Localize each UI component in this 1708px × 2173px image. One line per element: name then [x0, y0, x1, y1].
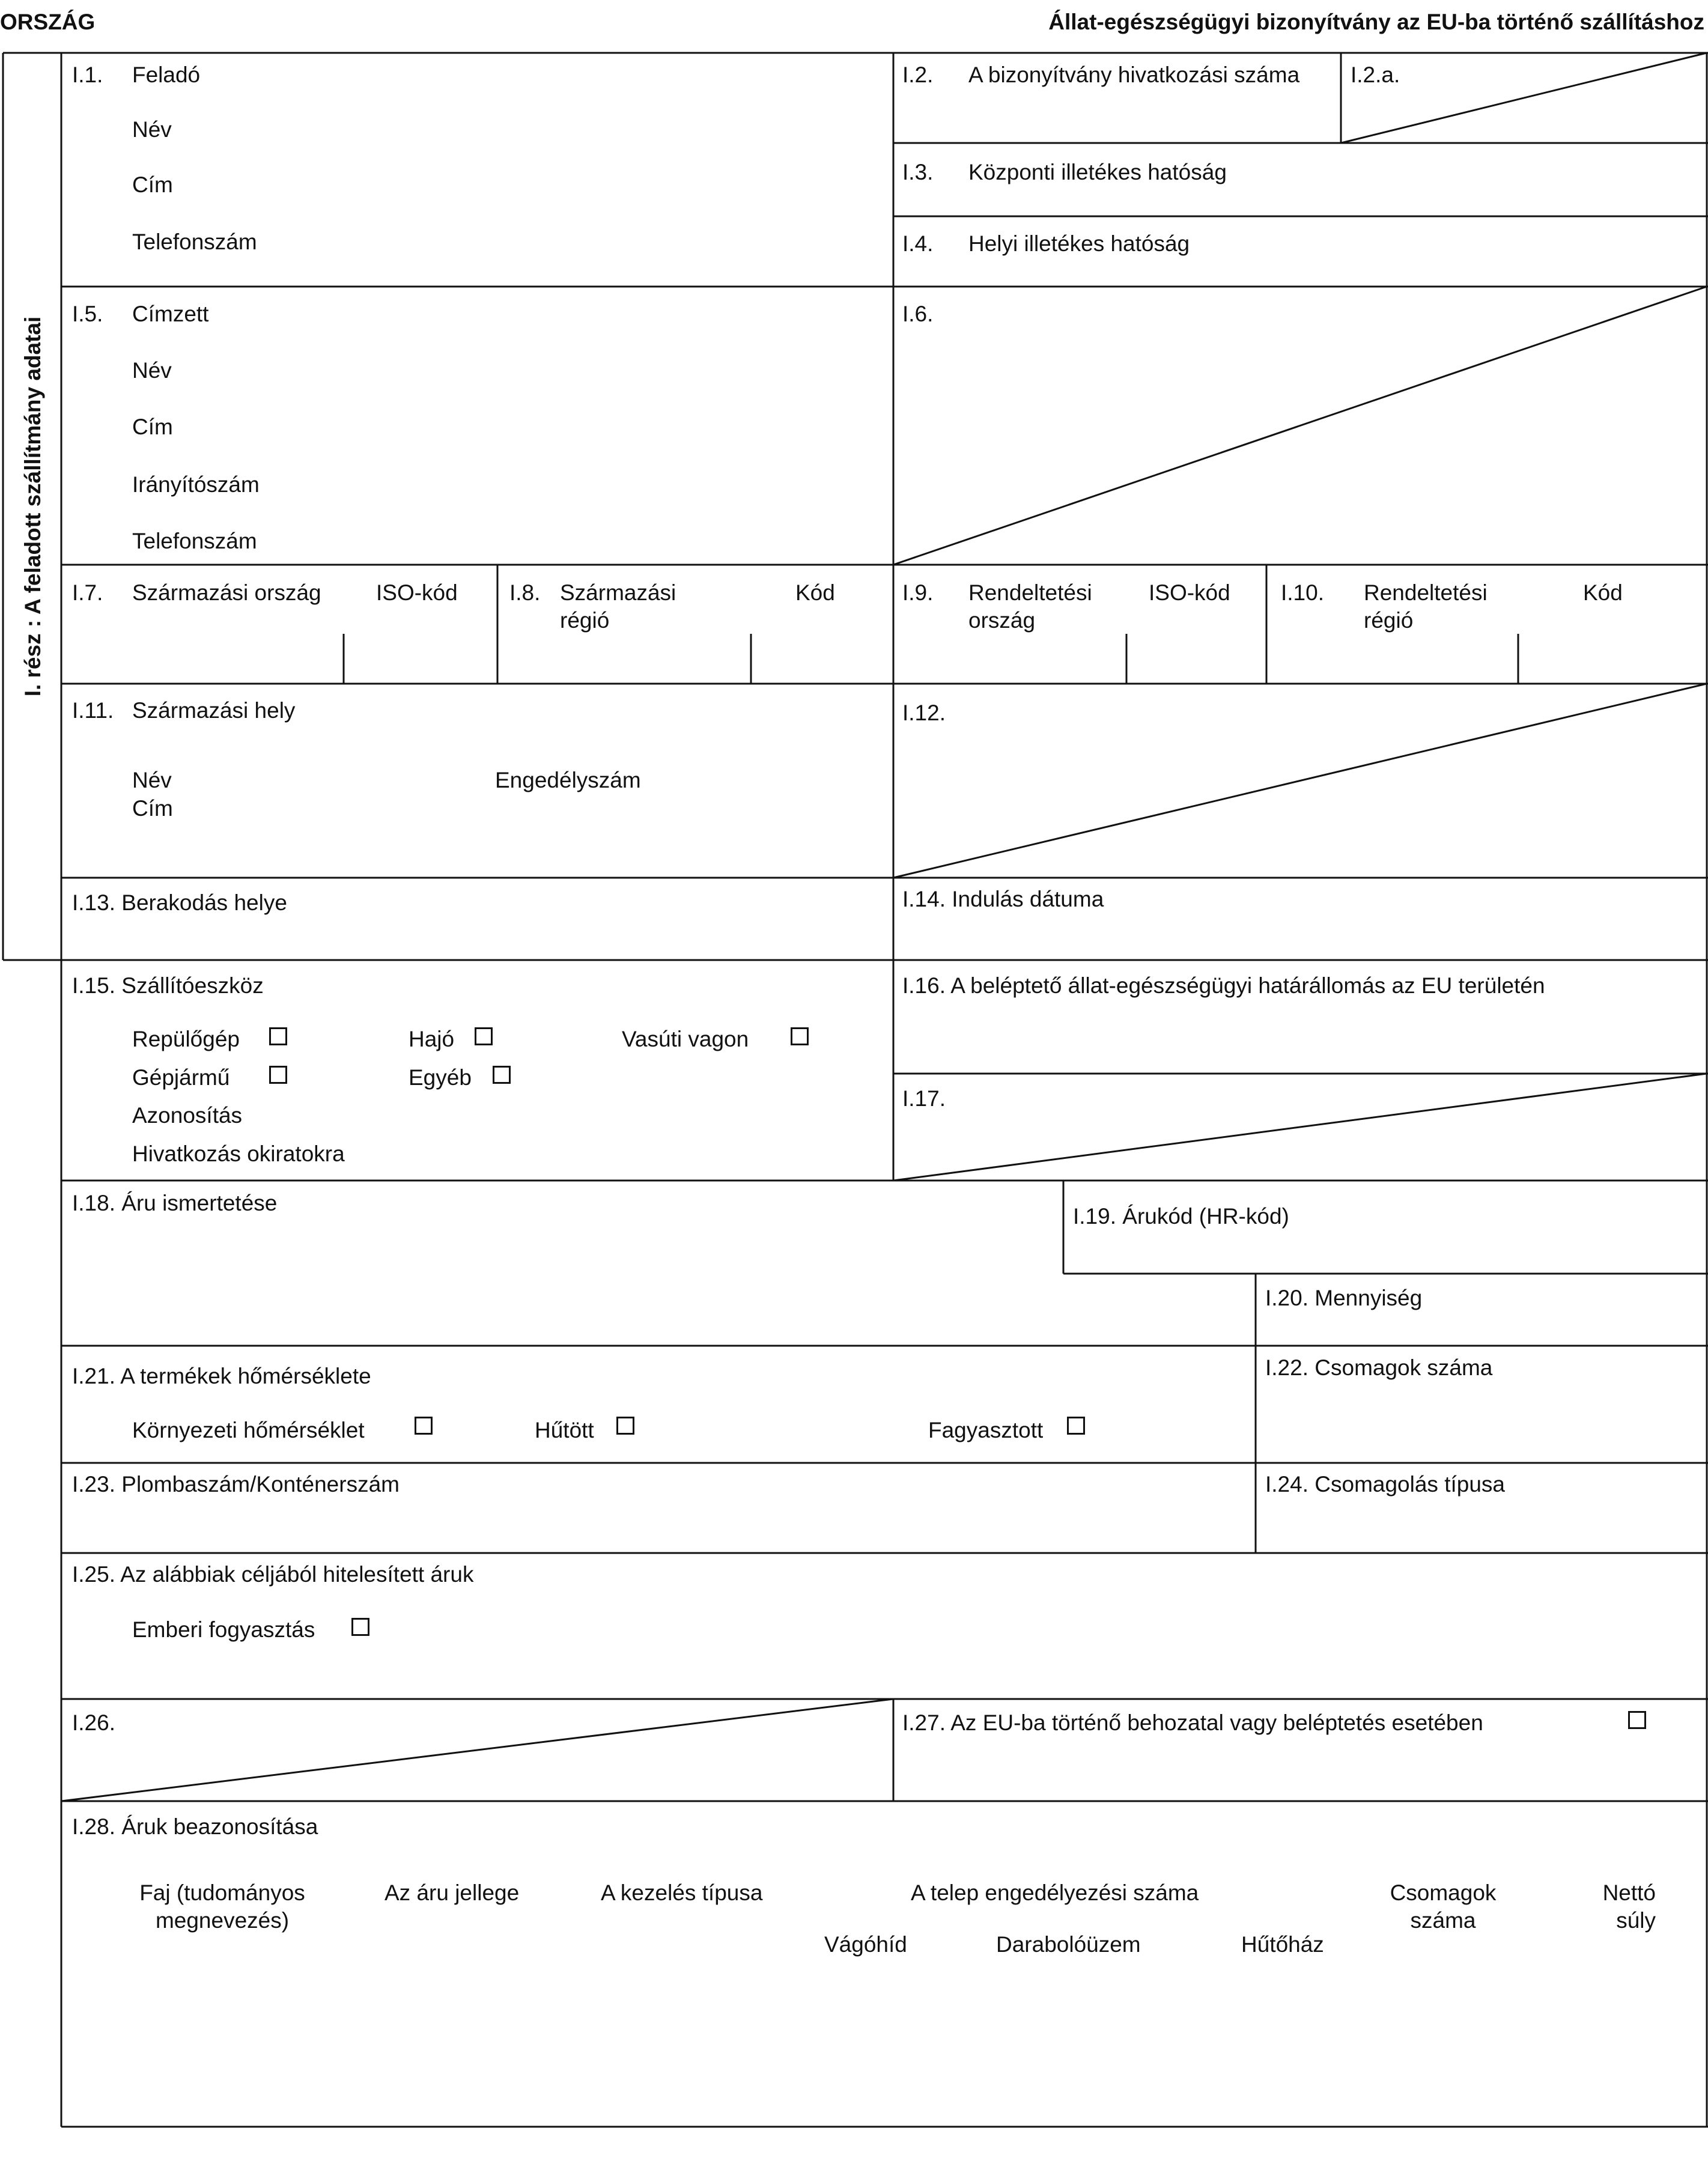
i5-phone-label: Telefonszám: [132, 529, 257, 553]
i10-title: Rendeltetési régió: [1364, 580, 1488, 633]
i23-label: I.23. Plombaszám/Konténerszám: [72, 1472, 400, 1497]
i27-label: I.27. Az EU-ba történő behozatal vagy beléptetés esetében: [902, 1710, 1483, 1735]
i21-chilled-label: Hűtött: [535, 1418, 594, 1442]
i11-address-label: Cím: [132, 796, 173, 821]
i25-human-label: Emberi fogyasztás: [132, 1617, 315, 1642]
i15-airplane-label: Repülőgép: [132, 1027, 240, 1051]
i28-label: I.28. Áruk beazonosítása: [72, 1814, 318, 1839]
i28-net-weight-header: Nettó súly: [1602, 1880, 1656, 1933]
i18-label: I.18. Áru ismertetése: [72, 1191, 278, 1215]
i4-number: I.4.: [902, 231, 934, 256]
i9-code-label: ISO-kód: [1149, 580, 1230, 605]
ship-checkbox[interactable]: [475, 1027, 493, 1045]
i16-label: I.16. A beléptető állat-egészségügyi határállomás az EU területén: [902, 973, 1545, 998]
i10-number: I.10.: [1281, 580, 1324, 605]
i28-treatment-header: A kezelés típusa: [601, 1880, 763, 1905]
i5-address-label: Cím: [132, 415, 173, 439]
i15-label: I.15. Szállítóeszköz: [72, 973, 264, 998]
ambient-checkbox[interactable]: [415, 1417, 433, 1435]
i2-title: A bizonyítvány hivatkozási száma: [968, 62, 1300, 87]
i15-other-label: Egyéb: [409, 1065, 472, 1090]
i1-address-label: Cím: [132, 172, 173, 197]
human-consumption-checkbox[interactable]: [351, 1618, 369, 1636]
i24-label: I.24. Csomagolás típusa: [1265, 1472, 1505, 1497]
i15-rail-label: Vasúti vagon: [622, 1027, 749, 1051]
i5-postcode-label: Irányítószám: [132, 472, 260, 497]
i7-number: I.7.: [72, 580, 103, 605]
i28-cutting-plant-header: Darabolóüzem: [996, 1932, 1141, 1957]
airplane-checkbox[interactable]: [269, 1027, 287, 1045]
i21-ambient-label: Környezeti hőmérséklet: [132, 1418, 365, 1442]
rail-wagon-checkbox[interactable]: [791, 1027, 809, 1045]
i15-vehicle-label: Gépjármű: [132, 1065, 230, 1090]
i28-nature-header: Az áru jellege: [384, 1880, 520, 1905]
i28-packages-header: Csomagok száma: [1390, 1880, 1497, 1933]
i11-title: Származási hely: [132, 698, 296, 723]
i28-species-header: Faj (tudományos megnevezés): [139, 1880, 305, 1933]
i3-number: I.3.: [902, 160, 934, 184]
i5-name-label: Név: [132, 358, 172, 383]
i11-number: I.11.: [72, 698, 114, 723]
road-vehicle-checkbox[interactable]: [269, 1066, 287, 1084]
i7-code-label: ISO-kód: [376, 580, 458, 605]
i14-label: I.14. Indulás dátuma: [902, 887, 1104, 911]
i3-title: Központi illetékes hatóság: [968, 160, 1227, 184]
i25-label: I.25. Az alábbiak céljából hitelesített áruk: [72, 1562, 474, 1587]
i1-number: I.1.: [72, 62, 103, 87]
i15-identification-label: Azonosítás: [132, 1103, 243, 1128]
other-transport-checkbox[interactable]: [493, 1066, 511, 1084]
i5-title: Címzett: [132, 302, 209, 326]
i6-number: I.6.: [902, 302, 934, 326]
i19-label: I.19. Árukód (HR-kód): [1073, 1204, 1289, 1229]
frozen-checkbox[interactable]: [1067, 1417, 1085, 1435]
i21-label: I.21. A termékek hőmérséklete: [72, 1364, 371, 1388]
i9-title: Rendeltetési ország: [968, 580, 1092, 633]
i11-name-label: Név: [132, 768, 172, 792]
i2-number: I.2.: [902, 62, 934, 87]
import-admission-checkbox[interactable]: [1628, 1711, 1646, 1729]
i7-title: Származási ország: [132, 580, 321, 605]
i5-number: I.5.: [72, 302, 103, 326]
i4-title: Helyi illetékes hatóság: [968, 231, 1190, 256]
i17-label: I.17.: [902, 1086, 946, 1111]
i20-label: I.20. Mennyiség: [1265, 1286, 1423, 1310]
i8-code-label: Kód: [795, 580, 835, 605]
i28-establishment-header: A telep engedélyezési száma: [911, 1880, 1199, 1905]
i22-label: I.22. Csomagok száma: [1265, 1355, 1493, 1380]
i8-title: Származási régió: [560, 580, 676, 633]
i9-number: I.9.: [902, 580, 934, 605]
i2a-number: I.2.a.: [1351, 62, 1400, 87]
i28-cold-store-header: Hűtőház: [1241, 1932, 1324, 1957]
i11-approval-label: Engedélyszám: [495, 768, 641, 792]
i12-number: I.12.: [902, 701, 946, 725]
i13-label: I.13. Berakodás helye: [72, 890, 287, 915]
i26-label: I.26.: [72, 1710, 115, 1735]
i1-title: Feladó: [132, 62, 201, 87]
i15-ship-label: Hajó: [409, 1027, 455, 1051]
i8-number: I.8.: [509, 580, 541, 605]
i28-slaughterhouse-header: Vágóhíd: [824, 1932, 907, 1957]
section-side-label: I. rész : A feladott szállítmány adatai: [20, 316, 45, 697]
i21-frozen-label: Fagyasztott: [928, 1418, 1044, 1442]
country-header: ORSZÁG: [0, 10, 96, 34]
i10-code-label: Kód: [1583, 580, 1623, 605]
i1-name-label: Név: [132, 117, 172, 142]
chilled-checkbox[interactable]: [616, 1417, 634, 1435]
i15-documents-label: Hivatkozás okiratokra: [132, 1141, 345, 1166]
i1-phone-label: Telefonszám: [132, 229, 257, 254]
certificate-title: Állat-egészségügyi bizonyítvány az EU-ba történő szállításhoz: [1048, 10, 1704, 34]
